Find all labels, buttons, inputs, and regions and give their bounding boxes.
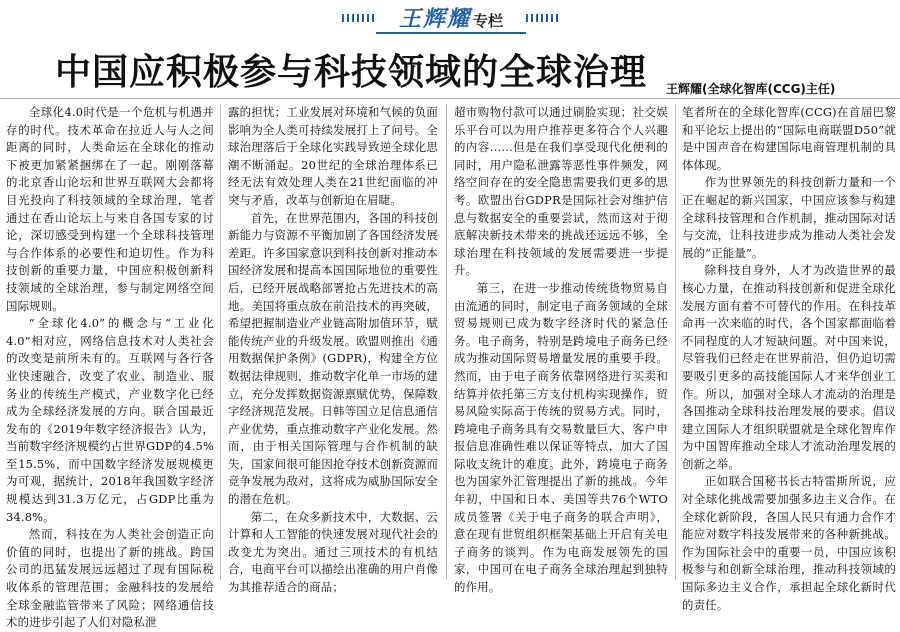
column-suffix: 专栏 — [473, 12, 504, 30]
paragraph: 露的担忧；工业发展对环境和气候的负面影响为全人类可持续发展打上了问号。全球治理落后于全球化实践导致逆全球化思潮不断涌起。20世纪的全球治理体系已经无法有效处理人类在21世纪面临的冲突与矛盾，改革与创新迫在眉睫。 — [228, 105, 438, 207]
paragraph: 除科技自身外，人才为改造世界的最核心力量，在推动科技创新和促进全球化发展方面有着不可替代的作用。在科技革命再一次来临的时代，各个国家都面临着不同程度的人才短缺问题。对中国来说，尽管我们已经走在世界前沿，但仍迫切需要吸引更多的高技能国际人才来华创业工作。所以，加强对全球人才流动的治理是各国推动全球科技治理发展的要求。倡议建立国际人才组织联盟就是全球化智库作为中国智库推动全球人才流动治理发展的创新之举。 — [682, 263, 896, 471]
column-divider-2 — [446, 104, 447, 580]
tag-underline — [376, 32, 526, 34]
article-column-1 — [6, 104, 214, 630]
article-column-3 — [454, 104, 668, 595]
column-divider-1 — [220, 104, 221, 580]
paragraph: 第二，在众多新技术中，大数据、云计算和人工智能的快速发展对现代社会的改变尤为突出。通过三项技术的有机结合，电商平台可以描绘出准确的用户肖像为其推荐适合的商品； — [228, 509, 438, 595]
paragraph: 首先，在世界范围内，各国的科技创新能力与资源不平衡加剧了各国经济发展差距。许多国家意识到科技创新对推动本国经济发展和提高本国国际地位的重要性后，已经开展战略部署抢占先进技术的高地。美国将重点放在前沿技术的再突破，希望把握制造业产业链高附加值环节，赋能传统产业的升级发展。欧盟则推出《通用数据保护条例》(GDPR)，构建全方位数据法律规则，推动数字化单一市场的建立，充分发挥数据资源禀赋优势，保障数字经济规范发展。日韩等国立足信息通信产业优势，重点推动数字产业化发展。然而，由于相关国际管理与合作机制的缺失，国家间很可能因抢夺技术创新资源而竞争发展为敌对，这将成为威胁国际安全的潜在危机。 — [228, 210, 438, 507]
column-tag — [376, 2, 526, 36]
byline: 王辉耀(全球化智库(CCG)主任) — [666, 82, 836, 96]
headline: 中国应积极参与科技领域的全球治理 — [55, 52, 648, 93]
column-name: 王辉耀 — [398, 6, 471, 32]
paragraph: 正如联合国秘书长古特雷斯所说，应对全球化挑战需要加强多边主义合作。在全球化新阶段，各国人民只有通力合作才能应对数字科技发展带来的各种新挑战。作为国际社会中的重要一员，中国应该积极参与和创新全球治理，推动科技领域的国际多边主义合作，承担起全球化新时代的责任。 — [682, 474, 896, 612]
paragraph: 第三，在进一步推动传统货物贸易自由流通的同时，制定电子商务领域的全球贸易规则已成为数字经济时代的紧急任务。电子商务，特别是跨境电子商务已经成为推动国际贸易增量发展的重要手段。然而，由于电子商务依靠网络进行买卖和结算并依托第三方支付机构实现操作，贸易风险实际高于传统的贸易方式。同时，跨境电子商务具有交易数量巨大、客户申报信息准确性难以保证等特点，加大了国际收支统计的难度。此外，跨境电子商务也为国家外汇管理提出了新的挑战。今年年初，中国和日本、美国等共76个WTO成员签署《关于电子商务的联合声明》，意在现有世贸组织框架基础上开启有关电子商务的谈判。作为电商发展领先的国家，中国可在电子商务全球治理起到独特的作用。 — [454, 280, 668, 595]
paragraph: 然而，科技在为人类社会创造正向价值的同时，也提出了新的挑战。跨国公司的迅猛发展远远超过了现有国际税收体系的管理范围；金融科技的发展给全球金融监管带来了风险；网络通信技术的进步引起了人们对隐私泄 — [6, 527, 214, 630]
column-divider-3 — [675, 104, 676, 580]
paragraph: 全球化4.0时代是一个危机与机遇并存的时代。技术革命在拉近人与人之间距离的同时，人类命运在全球化的推动下被更加紧紧捆绑在了一起。刚刚落幕的北京香山论坛和世界互联网大会都将目光投向了科技领域的全球治理，笔者通过在香山论坛上与来自各国专家的讨论，深切感受到构建一个全球科技管理与合作体系的必要性和迫切性。作为科技创新的重要力量，中国应积极创新科技领域的全球治理，参与制定网络空间国际规则。 — [6, 105, 214, 313]
paragraph: 作为世界领先的科技创新力量和一个正在崛起的新兴国家，中国应该参与构建全球科技管理和合作机制，推动国际对话与交流，让科技进步成为推动人类社会发展的“正能量”。 — [682, 175, 896, 260]
tag-ribbon-left — [342, 14, 376, 22]
paragraph: 超市购物付款可以通过刷脸实现；社交娱乐平台可以为用户推荐更多符合个人兴趣的内容……但是在我们享受现代化便利的同时，用户隐私泄露等恶性事件频发，网络空间存在的安全隐患需要我们更多的思考。欧盟出台GDPR是国际社会对维护信息与数据安全的重要尝试，然而这对于彻底解决新技术带来的挑战还远远不够，全球治理在科技领域的发展需要进一步提升。 — [454, 105, 668, 278]
header-rule — [0, 98, 900, 99]
paragraph: “全球化4.0”的概念与“工业化4.0”相对应，网络信息技术对人类社会的改变是前所未有的。互联网与各行各业快速融合，改变了农业、制造业、服务业的传统生产模式，产业数字化已经成为全球经济发展的方向。联合国最近发布的《2019年数字经济报告》认为，当前数字经济规模约占世界GDP的4.5%至15.5%，而中国数字经济发展规模更为可观，据统计，2018年我国数字经济规模达到31.3万亿元，占GDP比重为34.8%。 — [6, 316, 214, 524]
tag-ribbon-right — [526, 14, 560, 22]
article-column-2 — [228, 104, 438, 595]
article-column-4 — [682, 104, 896, 612]
paragraph: 笔者所在的全球化智库(CCG)在首届巴黎和平论坛上提出的“国际电商联盟D50”就是中国声音在构建国际电商管理机制的具体体现。 — [682, 105, 896, 172]
